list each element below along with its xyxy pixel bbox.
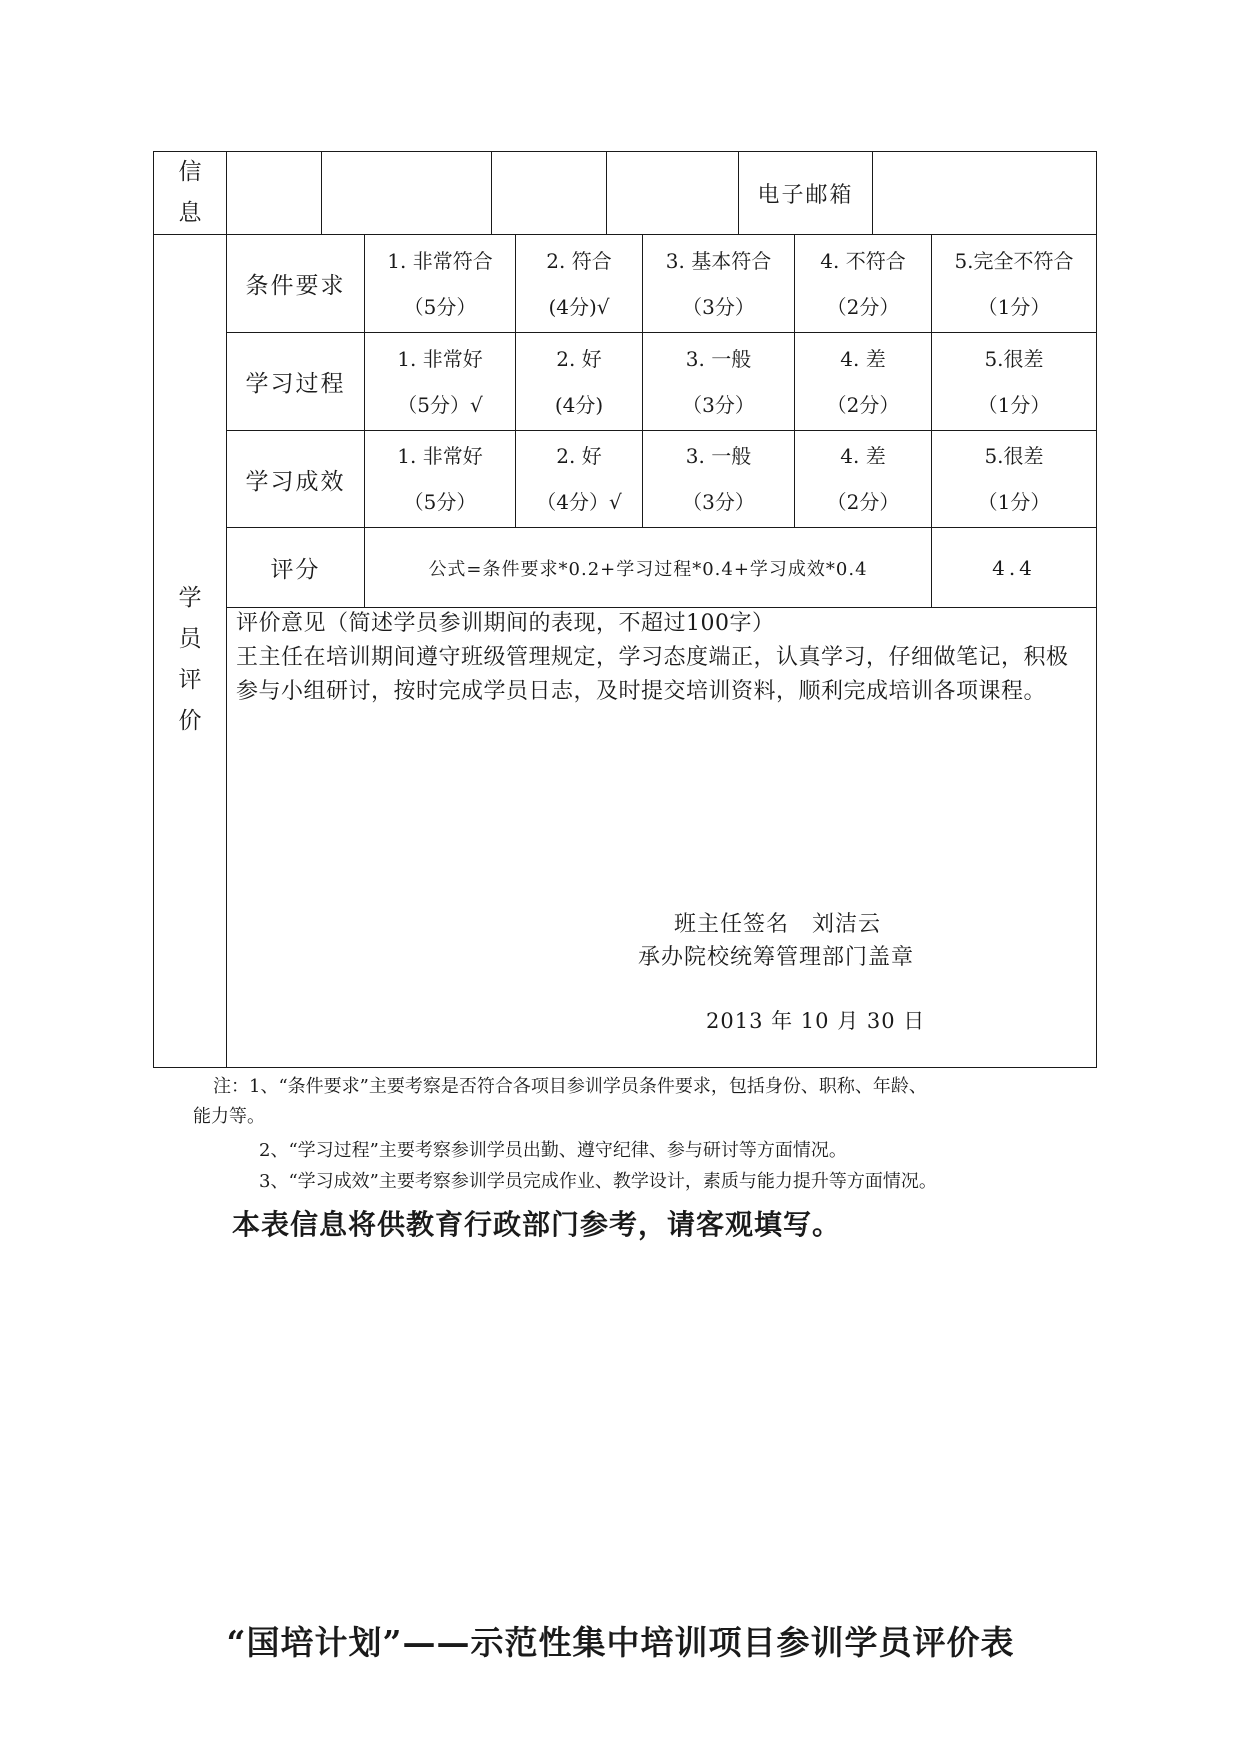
score-label: 评分	[270, 557, 321, 583]
rating-option[interactable]	[365, 431, 515, 527]
teacher-signature: 班主任签名 刘洁云	[674, 912, 882, 937]
info-label	[154, 152, 226, 234]
score-value[interactable]: 4.4	[992, 555, 1036, 580]
option-text: 1. 非常好	[397, 346, 483, 371]
rating-option[interactable]	[932, 333, 1096, 430]
note-line: 注：1、“条件要求”主要考察是否符合各项目参训学员条件要求，包括身份、职称、年龄、	[213, 1076, 927, 1097]
email-label: 电子邮箱	[757, 182, 854, 208]
option-text: 3. 一般	[685, 346, 752, 371]
score-formula: 公式=条件要求*0.2+学习过程*0.4+学习成效*0.4	[428, 558, 868, 580]
info-label-char: 息	[178, 200, 202, 226]
option-text: 2. 好	[556, 346, 602, 371]
rating-option[interactable]	[516, 431, 642, 527]
rating-label: 条件要求	[245, 273, 346, 299]
option-score: （3分）	[682, 392, 755, 417]
comment-body: 王主任在培训期间遵守班级管理规定，学习态度端正，认真学习，仔细做笔记，积极参与小组研讨，按时完成学员日志，及时提交培训资料，顺利完成培训各项课程。	[236, 645, 1069, 704]
sign-date: 2013 年 10 月 30 日	[706, 1009, 926, 1033]
eval-section-char: 价	[178, 708, 202, 734]
option-score: （5分）	[403, 490, 477, 514]
option-score: （2分）	[826, 490, 900, 514]
eval-section-label	[154, 560, 226, 760]
rating-option[interactable]	[365, 333, 515, 430]
option-text: 3. 一般	[685, 444, 752, 468]
comment-area[interactable]	[236, 607, 1086, 709]
option-text: 1. 非常符合	[387, 248, 493, 273]
option-score: （1分）	[977, 392, 1051, 417]
option-score: （1分）	[977, 490, 1051, 514]
option-score: （3分）	[682, 294, 755, 319]
stamp-line: 承办院校统筹管理部门盖章	[638, 945, 915, 970]
option-score: （5分）√	[397, 392, 483, 417]
note-line: 能力等。	[193, 1106, 265, 1127]
rating-option[interactable]	[643, 333, 794, 430]
option-text: 4. 差	[840, 346, 886, 371]
rating-option[interactable]	[932, 431, 1096, 527]
rating-label: 学习过程	[245, 371, 346, 397]
rating-option[interactable]	[643, 431, 794, 527]
option-text: 2. 好	[556, 444, 602, 468]
rating-option[interactable]	[516, 333, 642, 430]
next-page-title: “国培计划”——示范性集中培训项目参训学员评价表	[226, 1623, 1015, 1662]
option-text: 4. 不符合	[820, 248, 906, 273]
eval-section-char: 评	[178, 667, 202, 693]
option-score: (4分)	[554, 392, 604, 417]
notice-text: 本表信息将供教育行政部门参考，请客观填写。	[232, 1208, 842, 1241]
option-text: 2. 符合	[546, 248, 612, 273]
eval-section-char: 员	[178, 626, 202, 652]
rating-option[interactable]	[516, 235, 642, 332]
email-value-cell[interactable]	[873, 152, 1096, 234]
option-text: 4. 差	[840, 444, 886, 468]
option-text: 5.很差	[984, 346, 1044, 371]
option-score: （4分）√	[536, 490, 622, 514]
option-text: 5.完全不符合	[954, 248, 1074, 273]
rating-option[interactable]	[643, 235, 794, 332]
rating-label: 学习成效	[245, 468, 346, 495]
rating-option[interactable]	[932, 235, 1096, 332]
eval-section-char: 学	[178, 585, 202, 611]
option-score: （3分）	[682, 490, 755, 514]
rating-option[interactable]	[795, 431, 931, 527]
option-score: （2分）	[826, 392, 900, 417]
option-text: 5.很差	[984, 444, 1044, 468]
option-score: （5分）	[403, 294, 477, 319]
option-score: （1分）	[977, 294, 1051, 319]
option-score: （2分）	[826, 294, 900, 319]
rating-option[interactable]	[365, 235, 515, 332]
option-score: (4分)√	[548, 294, 610, 319]
rating-option[interactable]	[795, 333, 931, 430]
rating-option[interactable]	[795, 235, 931, 332]
note-line: 2、“学习过程”主要考察参训学员出勤、遵守纪律、参与研讨等方面情况。	[259, 1140, 847, 1161]
comment-heading: 评价意见（简述学员参训期间的表现，不超过100字）	[236, 611, 775, 636]
option-text: 1. 非常好	[397, 444, 483, 468]
info-label-char: 信	[178, 159, 202, 185]
option-text: 3. 基本符合	[665, 248, 772, 273]
note-line: 3、“学习成效”主要考察参训学员完成作业、教学设计，素质与能力提升等方面情况。	[259, 1171, 937, 1192]
